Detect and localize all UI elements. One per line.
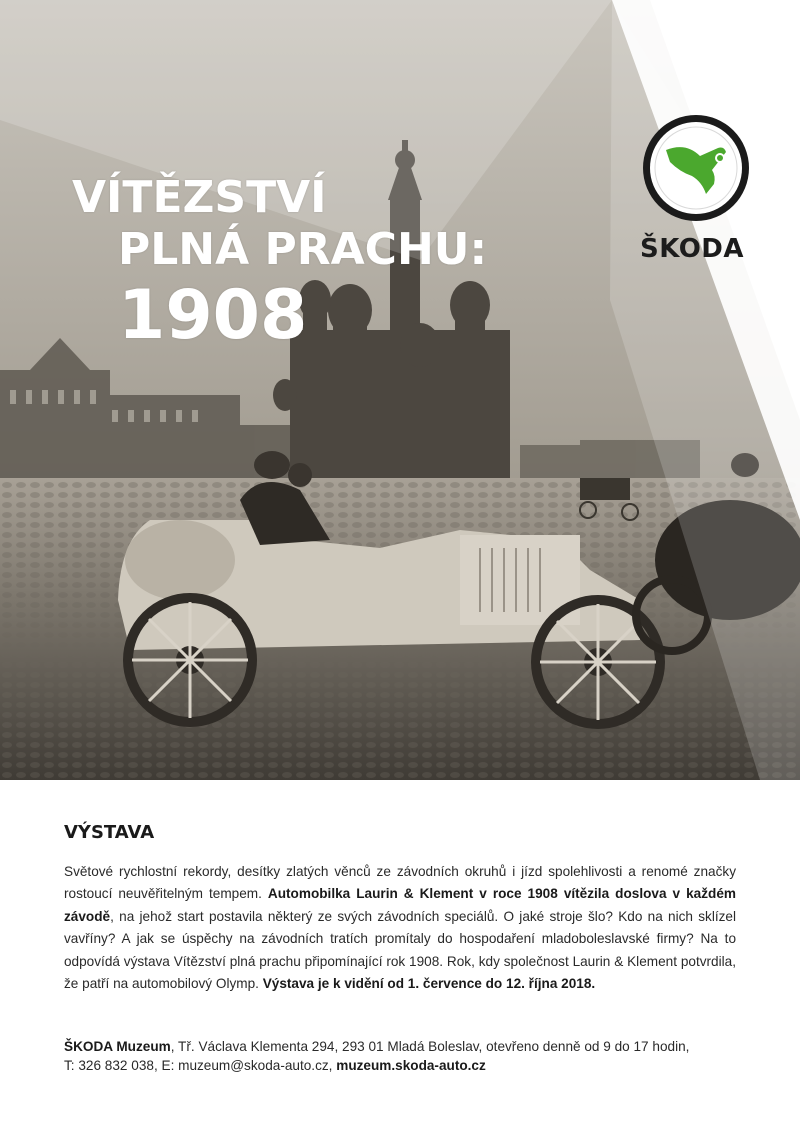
skoda-logo bbox=[640, 112, 770, 229]
desc-part-1: Světové rychlostní rekordy, desítky zlatých věnců ze závodních okruhů i jízd spolehlivosti a renomé značky rostoucí neuvěřitelným tempem. bbox=[64, 864, 736, 902]
desc-part-2: , na jehož start postavila některý ze svých závodních speciálů. O jaké stroje šlo? Kdo na nich sklízel vavříny? A jak se úspěchy na závodních tratích promítaly do hospodaření mladoboleslavské firmy? Na to odpovídá výstava Vítězství plná prachu připomínající rok 1908. Rok, kdy společnost Laurin & Klement potvrdila, že patří na automobilový Olymp. bbox=[64, 908, 736, 992]
footer-line-2 bbox=[64, 1056, 736, 1075]
footer-line-1 bbox=[64, 1037, 736, 1056]
title-year: 1908 bbox=[118, 276, 308, 355]
museum-phone-email[interactable]: T: 326 832 038, E: muzeum@skoda-auto.cz, bbox=[64, 1058, 337, 1074]
museum-website-link[interactable]: muzeum.skoda-auto.cz bbox=[336, 1058, 486, 1074]
desc-bold-1: Automobilka Laurin & Klement v roce 1908 vítězila doslova v každém závodě bbox=[64, 886, 736, 924]
exhibition-section bbox=[64, 822, 736, 1075]
title-line-1: VÍTĚZSTVÍ bbox=[72, 172, 327, 223]
exhibition-description bbox=[64, 861, 736, 995]
section-heading: VÝSTAVA bbox=[64, 822, 155, 843]
museum-contact bbox=[64, 1037, 736, 1075]
skoda-arrow-logo-icon bbox=[640, 112, 752, 224]
museum-address: , Tř. Václava Klementa 294, 293 01 Mladá Boleslav, otevřeno denně od 9 do 17 hodin, bbox=[170, 1039, 690, 1055]
brand-name: ŠKODA bbox=[640, 234, 745, 264]
museum-name: ŠKODA Muzeum bbox=[64, 1039, 171, 1055]
desc-dates: Výstava je k vidění od 1. července do 12. října 2018. bbox=[262, 976, 596, 992]
title-line-2: PLNÁ PRACHU: bbox=[118, 224, 488, 275]
hero-title bbox=[72, 172, 487, 356]
